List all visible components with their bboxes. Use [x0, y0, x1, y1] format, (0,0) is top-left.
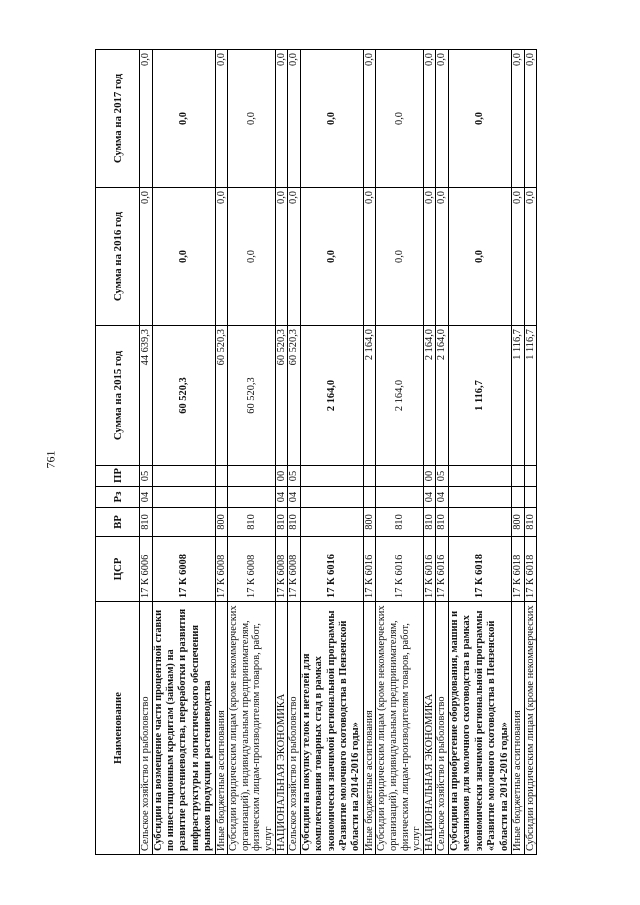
row-rz: [215, 487, 228, 508]
header-rz: Рз: [96, 487, 140, 508]
row-vr: [448, 508, 511, 537]
row-vr: [300, 508, 363, 537]
row-pr: [448, 466, 511, 487]
row-csr: 17 К 6008: [275, 537, 288, 602]
row-name: Субсидии юридическим лицам (кроме некоммерческих организаций), индивидуальным предпринимателям, физическим лицам-производителям товаров, работ, услуг: [228, 602, 275, 855]
row-rz: 04: [288, 487, 301, 508]
row-csr: 17 К 6016: [376, 537, 423, 602]
row-csr: 17 К 6008: [152, 537, 215, 602]
table-row: [300, 50, 363, 855]
header-csr: ЦСР: [96, 537, 140, 602]
row-vr: 810: [524, 508, 537, 537]
row-name: Субсидии на покупку телок и нетелей для комплектования товарных стад в рамках экономически значимой региональной программы «Развитие молочного скотоводства в Пензенской области на 2014-2016 годы»: [300, 602, 363, 855]
row-csr: 17 К 6008: [215, 537, 228, 602]
row-sum-2015: 2 164,0: [436, 326, 449, 466]
row-sum-2016: 0,0: [140, 188, 153, 326]
row-sum-2015: 60 520,3: [275, 326, 288, 466]
row-vr: 810: [376, 508, 423, 537]
row-sum-2015: 60 520,3: [152, 326, 215, 466]
row-sum-2017: 0,0: [215, 50, 228, 188]
header-name: Наименование: [96, 602, 140, 855]
row-vr: 810: [423, 508, 436, 537]
row-sum-2017: 0,0: [512, 50, 525, 188]
row-sum-2017: 0,0: [288, 50, 301, 188]
row-sum-2017: 0,0: [228, 50, 275, 188]
row-sum-2016: 0,0: [423, 188, 436, 326]
table-row: [512, 50, 525, 855]
row-pr: 05: [436, 466, 449, 487]
table-row: [215, 50, 228, 855]
row-pr: 05: [288, 466, 301, 487]
row-rz: 04: [423, 487, 436, 508]
row-sum-2017: 0,0: [140, 50, 153, 188]
row-pr: [215, 466, 228, 487]
row-sum-2016: 0,0: [376, 188, 423, 326]
table-row: [152, 50, 215, 855]
table-row: [524, 50, 537, 855]
row-csr: 17 К 6016: [300, 537, 363, 602]
row-csr: 17 К 6008: [228, 537, 275, 602]
table-row: [275, 50, 288, 855]
row-vr: 800: [215, 508, 228, 537]
row-rz: 04: [140, 487, 153, 508]
row-sum-2017: 0,0: [275, 50, 288, 188]
row-pr: [300, 466, 363, 487]
row-name: Иные бюджетные ассигнования: [512, 602, 525, 855]
row-pr: [512, 466, 525, 487]
row-vr: 810: [275, 508, 288, 537]
table-row: [436, 50, 449, 855]
table-row: [423, 50, 436, 855]
row-csr: 17 К 6016: [436, 537, 449, 602]
row-rz: [228, 487, 275, 508]
row-sum-2017: 0,0: [376, 50, 423, 188]
table-row: [288, 50, 301, 855]
row-name: НАЦИОНАЛЬНАЯ ЭКОНОМИКА: [423, 602, 436, 855]
row-rz: [448, 487, 511, 508]
row-name: Сельское хозяйство и рыболовство: [436, 602, 449, 855]
row-sum-2015: 2 164,0: [300, 326, 363, 466]
header-sum-2015: Сумма на 2015 год: [96, 326, 140, 466]
row-sum-2015: 60 520,3: [288, 326, 301, 466]
row-sum-2017: 0,0: [152, 50, 215, 188]
row-name: Субсидии юридическим лицам (кроме некоммерческих: [524, 602, 537, 855]
row-name: Иные бюджетные ассигнования: [363, 602, 376, 855]
row-sum-2017: 0,0: [524, 50, 537, 188]
row-sum-2015: 60 520,3: [228, 326, 275, 466]
header-sum-2016: Сумма на 2016 год: [96, 188, 140, 326]
row-csr: 17 К 6008: [288, 537, 301, 602]
row-csr: 17 К 6018: [448, 537, 511, 602]
table-row: [228, 50, 275, 855]
row-rz: [512, 487, 525, 508]
row-rz: 04: [275, 487, 288, 508]
row-sum-2016: 0,0: [152, 188, 215, 326]
row-sum-2016: 0,0: [436, 188, 449, 326]
row-sum-2017: 0,0: [300, 50, 363, 188]
row-pr: [376, 466, 423, 487]
page-number: 761: [43, 450, 58, 469]
row-sum-2015: 2 164,0: [363, 326, 376, 466]
budget-table-container: [95, 50, 630, 855]
row-sum-2016: 0,0: [448, 188, 511, 326]
row-name: Сельское хозяйство и рыболовство: [140, 602, 153, 855]
row-sum-2015: 1 116,7: [512, 326, 525, 466]
row-vr: 810: [140, 508, 153, 537]
table-row: [363, 50, 376, 855]
row-name: Сельское хозяйство и рыболовство: [288, 602, 301, 855]
row-csr: 17 К 6018: [524, 537, 537, 602]
row-sum-2017: 0,0: [423, 50, 436, 188]
row-sum-2017: 0,0: [363, 50, 376, 188]
header-vr: ВР: [96, 508, 140, 537]
row-sum-2016: 0,0: [300, 188, 363, 326]
row-vr: 810: [436, 508, 449, 537]
budget-table: [95, 49, 537, 855]
row-sum-2017: 0,0: [436, 50, 449, 188]
row-sum-2016: 0,0: [228, 188, 275, 326]
table-row: [448, 50, 511, 855]
header-pr: ПР: [96, 466, 140, 487]
row-rz: 04: [436, 487, 449, 508]
row-name: Иные бюджетные ассигнования: [215, 602, 228, 855]
row-pr: [152, 466, 215, 487]
row-rz: [363, 487, 376, 508]
row-vr: 810: [288, 508, 301, 537]
row-csr: 17 К 6016: [423, 537, 436, 602]
row-sum-2016: 0,0: [288, 188, 301, 326]
row-sum-2016: 0,0: [524, 188, 537, 326]
row-pr: [363, 466, 376, 487]
table-row: [140, 50, 153, 855]
row-csr: 17 К 6016: [363, 537, 376, 602]
row-vr: 800: [512, 508, 525, 537]
row-sum-2015: 1 116,7: [448, 326, 511, 466]
row-name: НАЦИОНАЛЬНАЯ ЭКОНОМИКА: [275, 602, 288, 855]
row-vr: 810: [228, 508, 275, 537]
row-rz: [524, 487, 537, 508]
row-name: Субсидии на приобретение оборудования, машин и механизмов для молочного скотоводства в рамках экономически значимой региональной программы «Развитие молочного скотоводства в Пензенской области на 2014-2016 годы»: [448, 602, 511, 855]
header-sum-2017: Сумма на 2017 год: [96, 50, 140, 188]
table-row: [376, 50, 423, 855]
row-sum-2016: 0,0: [275, 188, 288, 326]
row-rz: [152, 487, 215, 508]
row-rz: [300, 487, 363, 508]
row-pr: [228, 466, 275, 487]
row-pr: 00: [423, 466, 436, 487]
row-sum-2015: 44 639,3: [140, 326, 153, 466]
row-sum-2015: 1 116,7: [524, 326, 537, 466]
row-pr: [524, 466, 537, 487]
row-name: Субсидии на возмещение части процентной ставки по инвестиционным кредитам (займам) на развитие растениеводства, переработки и развития инфраструктуры и логистического обеспечения рынков продукции растениеводства: [152, 602, 215, 855]
row-sum-2017: 0,0: [448, 50, 511, 188]
row-sum-2015: 60 520,3: [215, 326, 228, 466]
row-sum-2016: 0,0: [363, 188, 376, 326]
row-sum-2015: 2 164,0: [423, 326, 436, 466]
row-rz: [376, 487, 423, 508]
row-sum-2016: 0,0: [512, 188, 525, 326]
row-vr: [152, 508, 215, 537]
row-pr: 00: [275, 466, 288, 487]
row-vr: 800: [363, 508, 376, 537]
row-csr: 17 К 6018: [512, 537, 525, 602]
table-header-row: [96, 50, 140, 855]
row-sum-2016: 0,0: [215, 188, 228, 326]
row-pr: 05: [140, 466, 153, 487]
row-name: Субсидии юридическим лицам (кроме некоммерческих организаций), индивидуальным предпринимателям, физическим лицам-производителям товаров, работ, услуг: [376, 602, 423, 855]
row-csr: 17 К 6006: [140, 537, 153, 602]
row-sum-2015: 2 164,0: [376, 326, 423, 466]
